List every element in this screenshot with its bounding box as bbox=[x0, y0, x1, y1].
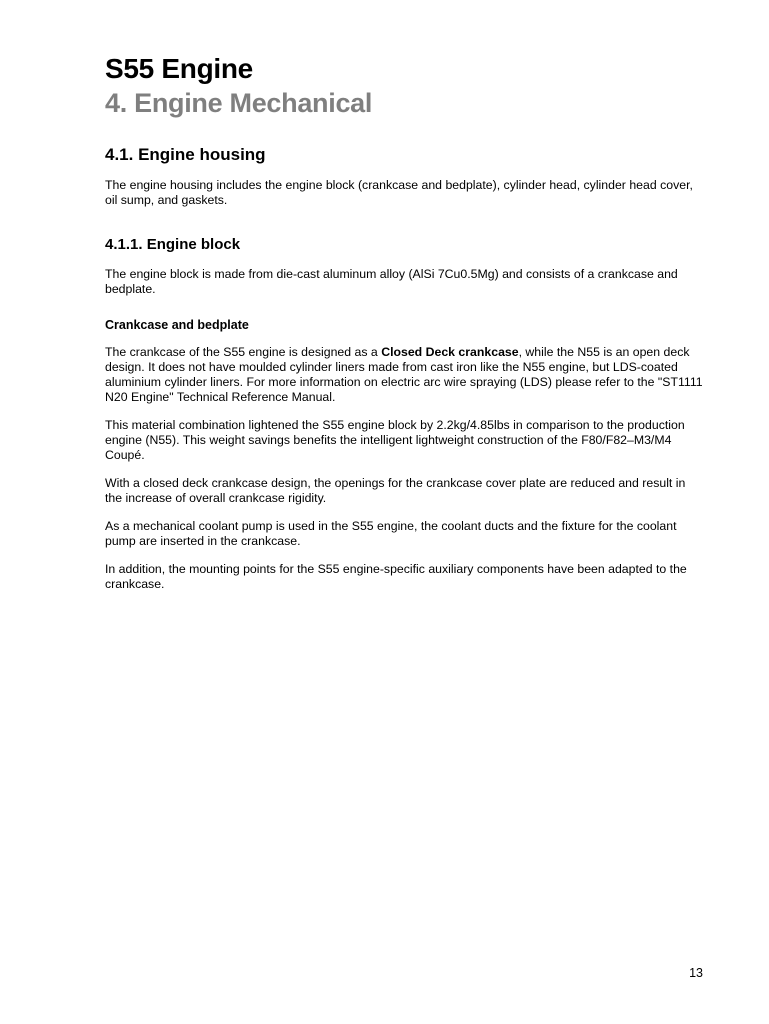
chapter-title: 4. Engine Mechanical bbox=[105, 88, 373, 118]
crankcase-paragraph-1 bbox=[105, 345, 705, 405]
engine-housing-paragraph: The engine housing includes the engine block (crankcase and bedplate), cylinder head, cylinder head cover, oil sump, and gaskets. bbox=[105, 178, 693, 207]
crankcase-paragraph-1-rest: , while the N55 is an open deck design. It does not have moulded cylinder liners made from cast iron like the N55 engine, but LDS-coated aluminium cylinder liners. For more information on electric arc wire spraying (LDS) please refer to the "ST1111 N20 Engine" Technical Reference Manual. bbox=[105, 345, 703, 404]
page-number: 13 bbox=[689, 966, 703, 980]
page-content bbox=[105, 52, 705, 592]
section-heading-engine-block: 4.1.1. Engine block bbox=[105, 236, 241, 253]
crankcase-paragraph-1-lead: The crankcase of the S55 engine is designed as a bbox=[105, 345, 382, 359]
crankcase-paragraph-2: This material combination lightened the S55 engine block by 2.2kg/4.85lbs in comparison to the production engine (N55). This weight savings benefits the intelligent lightweight construction of the F80/F82–M3/M4 Coupé. bbox=[105, 418, 685, 462]
crankcase-paragraph-3: With a closed deck crankcase design, the openings for the crankcase cover plate are reduced and result in the increase of overall crankcase rigidity. bbox=[105, 476, 686, 505]
subheading-crankcase-bedplate: Crankcase and bedplate bbox=[105, 318, 249, 332]
section-heading-engine-housing: 4.1. Engine housing bbox=[105, 145, 266, 164]
document-title: S55 Engine bbox=[105, 53, 253, 84]
crankcase-paragraph-4: As a mechanical coolant pump is used in the S55 engine, the coolant ducts and the fixture for the coolant pump are inserted in the crankcase. bbox=[105, 519, 677, 548]
engine-block-paragraph: The engine block is made from die-cast aluminum alloy (AlSi 7Cu0.5Mg) and consists of a crankcase and bedplate. bbox=[105, 267, 678, 296]
closed-deck-emphasis: Closed Deck crankcase bbox=[381, 345, 519, 359]
crankcase-paragraph-5: In addition, the mounting points for the S55 engine-specific auxiliary components have been adapted to the crankcase. bbox=[105, 562, 687, 591]
